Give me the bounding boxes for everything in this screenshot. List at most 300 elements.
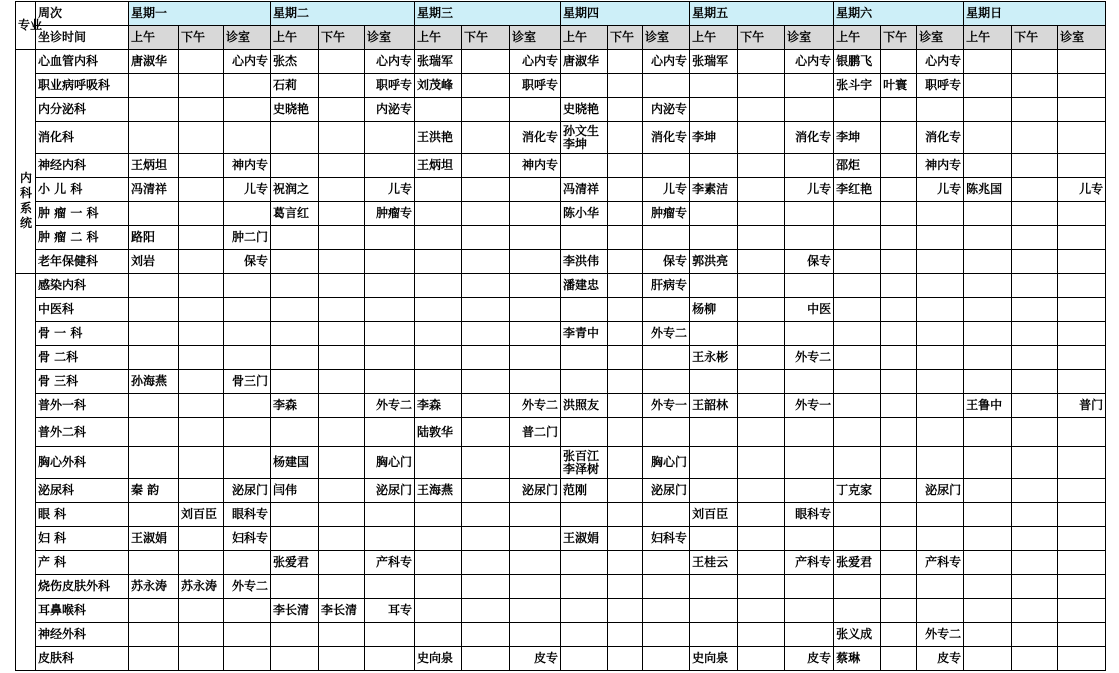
- clinic-room-cell: [785, 623, 834, 647]
- afternoon-doctor-cell: [462, 274, 510, 298]
- morning-doctor-cell: 李坤: [834, 122, 881, 154]
- table-row: [16, 623, 1106, 647]
- clinic-room-cell: 泌尿门: [365, 479, 415, 503]
- morning-doctor-cell: 冯清祥: [129, 178, 179, 202]
- clinic-room-cell: 职呼专: [510, 74, 561, 98]
- morning-doctor-cell: [271, 298, 319, 322]
- afternoon-doctor-cell: [738, 418, 785, 447]
- afternoon-doctor-cell: [881, 226, 917, 250]
- afternoon-doctor-cell: [608, 122, 643, 154]
- morning-doctor-cell: 潘建忠: [561, 274, 608, 298]
- morning-doctor-cell: [129, 122, 179, 154]
- afternoon-doctor-cell: [738, 551, 785, 575]
- clinic-room-cell: 职呼专: [917, 74, 964, 98]
- clinic-room-cell: [1058, 447, 1106, 479]
- department-name: 烧伤皮肤外科: [36, 575, 129, 599]
- morning-doctor-cell: [834, 226, 881, 250]
- morning-doctor-cell: [834, 322, 881, 346]
- clinic-room-cell: 保专: [643, 250, 690, 274]
- slot-header-3-pm: 下午: [462, 26, 510, 50]
- morning-doctor-cell: 唐淑华: [561, 50, 608, 74]
- clinic-time-header: 坐诊时间: [36, 26, 129, 50]
- schedule-body: [16, 50, 1106, 671]
- morning-doctor-cell: [129, 346, 179, 370]
- morning-doctor-cell: [834, 298, 881, 322]
- morning-doctor-cell: [561, 122, 608, 154]
- afternoon-doctor-cell: [1012, 50, 1058, 74]
- afternoon-doctor-cell: [1012, 479, 1058, 503]
- afternoon-doctor-cell: [319, 154, 365, 178]
- morning-doctor-cell: [964, 50, 1012, 74]
- table-row: [16, 447, 1106, 479]
- afternoon-doctor-cell: [179, 394, 224, 418]
- afternoon-doctor-cell: [1012, 154, 1058, 178]
- morning-doctor-cell: 郭洪亮: [690, 250, 738, 274]
- afternoon-doctor-cell: [319, 647, 365, 671]
- table-row: [16, 250, 1106, 274]
- slot-header-3-room: 诊室: [510, 26, 561, 50]
- table-row: [16, 274, 1106, 298]
- afternoon-doctor-cell: [881, 527, 917, 551]
- morning-doctor-cell: [964, 154, 1012, 178]
- morning-doctor-cell: 路阳: [129, 226, 179, 250]
- morning-doctor-cell: 王永彬: [690, 346, 738, 370]
- afternoon-doctor-cell: [319, 479, 365, 503]
- morning-doctor-cell: 范刚: [561, 479, 608, 503]
- morning-doctor-cell: [561, 226, 608, 250]
- afternoon-doctor-cell: [881, 50, 917, 74]
- morning-doctor-cell: 祝润之: [271, 178, 319, 202]
- table-row: [16, 154, 1106, 178]
- afternoon-doctor-cell: [179, 346, 224, 370]
- afternoon-doctor-cell: [1012, 202, 1058, 226]
- clinic-room-cell: 肿二门: [224, 226, 271, 250]
- morning-doctor-cell: 王鲁中: [964, 394, 1012, 418]
- afternoon-doctor-cell: [738, 274, 785, 298]
- clinic-room-cell: 心内专: [785, 50, 834, 74]
- afternoon-doctor-cell: [319, 202, 365, 226]
- clinic-room-cell: [365, 527, 415, 551]
- clinic-room-cell: 儿专: [917, 178, 964, 202]
- afternoon-doctor-cell: [319, 250, 365, 274]
- clinic-room-cell: 泌尿门: [510, 479, 561, 503]
- afternoon-doctor-cell: [319, 503, 365, 527]
- clinic-room-cell: [785, 479, 834, 503]
- clinic-room-cell: [785, 322, 834, 346]
- afternoon-doctor-cell: [738, 575, 785, 599]
- afternoon-doctor-cell: [608, 623, 643, 647]
- clinic-room-cell: [365, 226, 415, 250]
- clinic-room-cell: 泌尿门: [224, 479, 271, 503]
- day-header-4: 星期四: [561, 2, 690, 26]
- morning-doctor-cell: [415, 346, 462, 370]
- clinic-room-cell: 普二门: [510, 418, 561, 447]
- afternoon-doctor-cell: [462, 178, 510, 202]
- clinic-room-cell: [1058, 226, 1106, 250]
- slot-header-6-room: 诊室: [917, 26, 964, 50]
- week-header: 周次: [36, 2, 129, 26]
- clinic-room-cell: 儿专: [365, 178, 415, 202]
- morning-doctor-cell: [415, 274, 462, 298]
- afternoon-doctor-cell: [608, 50, 643, 74]
- table-row: [16, 418, 1106, 447]
- afternoon-doctor-cell: [462, 250, 510, 274]
- morning-doctor-cell: [415, 575, 462, 599]
- morning-doctor-cell: [834, 575, 881, 599]
- morning-doctor-cell: [415, 447, 462, 479]
- clinic-room-cell: [510, 503, 561, 527]
- morning-doctor-cell: 王炳坦: [129, 154, 179, 178]
- clinic-room-cell: [224, 122, 271, 154]
- morning-doctor-cell: [964, 274, 1012, 298]
- morning-doctor-cell: [415, 298, 462, 322]
- clinic-room-cell: [643, 503, 690, 527]
- clinic-room-cell: [1058, 479, 1106, 503]
- afternoon-doctor-cell: 李长清: [319, 599, 365, 623]
- morning-doctor-cell: 陈兆国: [964, 178, 1012, 202]
- slot-header-7-pm: 下午: [1012, 26, 1058, 50]
- slot-header-5-am: 上午: [690, 26, 738, 50]
- afternoon-doctor-cell: 苏永涛: [179, 575, 224, 599]
- afternoon-doctor-cell: [738, 50, 785, 74]
- morning-doctor-cell: [561, 503, 608, 527]
- afternoon-doctor-cell: [462, 623, 510, 647]
- afternoon-doctor-cell: [462, 503, 510, 527]
- slot-header-7-room: 诊室: [1058, 26, 1106, 50]
- clinic-room-cell: [917, 298, 964, 322]
- clinic-room-cell: 胸心门: [365, 447, 415, 479]
- afternoon-doctor-cell: [319, 394, 365, 418]
- afternoon-doctor-cell: [1012, 503, 1058, 527]
- afternoon-doctor-cell: [179, 202, 224, 226]
- clinic-room-cell: [1058, 98, 1106, 122]
- afternoon-doctor-cell: [179, 178, 224, 202]
- afternoon-doctor-cell: [608, 394, 643, 418]
- table-row: [16, 575, 1106, 599]
- afternoon-doctor-cell: [1012, 447, 1058, 479]
- table-row: [16, 503, 1106, 527]
- doctor-name-line: 孙文生: [563, 123, 600, 138]
- afternoon-doctor-cell: [319, 298, 365, 322]
- morning-doctor-cell: [271, 623, 319, 647]
- clinic-room-cell: [510, 98, 561, 122]
- morning-doctor-cell: [690, 418, 738, 447]
- afternoon-doctor-cell: [881, 551, 917, 575]
- afternoon-doctor-cell: [1012, 346, 1058, 370]
- morning-doctor-cell: [561, 575, 608, 599]
- morning-doctor-cell: [964, 447, 1012, 479]
- clinic-room-cell: [1058, 551, 1106, 575]
- clinic-room-cell: 肿瘤专: [365, 202, 415, 226]
- clinic-room-cell: 儿专: [643, 178, 690, 202]
- morning-doctor-cell: [415, 322, 462, 346]
- afternoon-doctor-cell: [462, 447, 510, 479]
- morning-doctor-cell: 蔡琳: [834, 647, 881, 671]
- afternoon-doctor-cell: [608, 527, 643, 551]
- morning-doctor-cell: [415, 599, 462, 623]
- afternoon-doctor-cell: [319, 551, 365, 575]
- morning-doctor-cell: [561, 154, 608, 178]
- afternoon-doctor-cell: [179, 551, 224, 575]
- department-name: 骨 二科: [36, 346, 129, 370]
- afternoon-doctor-cell: [738, 178, 785, 202]
- department-name: 神经外科: [36, 623, 129, 647]
- clinic-room-cell: 外专二: [365, 394, 415, 418]
- clinic-room-cell: 神内专: [224, 154, 271, 178]
- clinic-room-cell: [1058, 250, 1106, 274]
- afternoon-doctor-cell: [881, 250, 917, 274]
- morning-doctor-cell: [964, 370, 1012, 394]
- afternoon-doctor-cell: [738, 298, 785, 322]
- clinic-room-cell: 保专: [224, 250, 271, 274]
- morning-doctor-cell: [271, 250, 319, 274]
- day-header-3: 星期三: [415, 2, 561, 26]
- morning-doctor-cell: [964, 74, 1012, 98]
- afternoon-doctor-cell: [881, 202, 917, 226]
- afternoon-doctor-cell: [738, 74, 785, 98]
- morning-doctor-cell: [690, 322, 738, 346]
- table-row: [16, 74, 1106, 98]
- table-row: [16, 122, 1106, 154]
- morning-doctor-cell: [271, 122, 319, 154]
- morning-doctor-cell: 王海燕: [415, 479, 462, 503]
- clinic-room-cell: [510, 274, 561, 298]
- afternoon-doctor-cell: [738, 647, 785, 671]
- afternoon-doctor-cell: [179, 122, 224, 154]
- afternoon-doctor-cell: [881, 322, 917, 346]
- morning-doctor-cell: 闫伟: [271, 479, 319, 503]
- clinic-room-cell: 消化专: [510, 122, 561, 154]
- clinic-room-cell: [917, 98, 964, 122]
- morning-doctor-cell: [834, 202, 881, 226]
- afternoon-doctor-cell: [881, 154, 917, 178]
- morning-doctor-cell: [271, 154, 319, 178]
- clinic-room-cell: [917, 202, 964, 226]
- clinic-room-cell: [1058, 74, 1106, 98]
- morning-doctor-cell: [129, 503, 179, 527]
- morning-doctor-cell: [964, 551, 1012, 575]
- clinic-room-cell: 外专一: [643, 394, 690, 418]
- clinic-room-cell: [365, 418, 415, 447]
- clinic-room-cell: [643, 346, 690, 370]
- morning-doctor-cell: 李红艳: [834, 178, 881, 202]
- clinic-room-cell: 职呼专: [365, 74, 415, 98]
- morning-doctor-cell: 张爱君: [834, 551, 881, 575]
- morning-doctor-cell: 王洪艳: [415, 122, 462, 154]
- clinic-room-cell: [1058, 298, 1106, 322]
- clinic-room-cell: [365, 503, 415, 527]
- table-row: [16, 202, 1106, 226]
- slot-header-2-pm: 下午: [319, 26, 365, 50]
- clinic-room-cell: [365, 274, 415, 298]
- afternoon-doctor-cell: [1012, 74, 1058, 98]
- clinic-room-cell: [917, 346, 964, 370]
- clinic-room-cell: [917, 226, 964, 250]
- clinic-room-cell: 外专二: [224, 575, 271, 599]
- morning-doctor-cell: [271, 647, 319, 671]
- clinic-room-cell: [510, 298, 561, 322]
- morning-doctor-cell: [964, 418, 1012, 447]
- clinic-room-cell: [1058, 370, 1106, 394]
- morning-doctor-cell: [129, 551, 179, 575]
- morning-doctor-cell: [561, 647, 608, 671]
- morning-doctor-cell: [690, 527, 738, 551]
- afternoon-doctor-cell: [1012, 575, 1058, 599]
- afternoon-doctor-cell: [1012, 250, 1058, 274]
- day-header-5: 星期五: [690, 2, 834, 26]
- clinic-room-cell: [785, 154, 834, 178]
- afternoon-doctor-cell: [608, 447, 643, 479]
- clinic-room-cell: 泌尿门: [917, 479, 964, 503]
- clinic-room-cell: [365, 154, 415, 178]
- afternoon-doctor-cell: [319, 575, 365, 599]
- clinic-room-cell: [224, 202, 271, 226]
- morning-doctor-cell: [561, 599, 608, 623]
- clinic-room-cell: 皮专: [785, 647, 834, 671]
- morning-doctor-cell: [415, 623, 462, 647]
- department-name: 眼 科: [36, 503, 129, 527]
- morning-doctor-cell: [964, 527, 1012, 551]
- afternoon-doctor-cell: [179, 447, 224, 479]
- table-row: [16, 394, 1106, 418]
- afternoon-doctor-cell: [1012, 623, 1058, 647]
- morning-doctor-cell: [415, 202, 462, 226]
- afternoon-doctor-cell: [462, 322, 510, 346]
- clinic-room-cell: [224, 623, 271, 647]
- afternoon-doctor-cell: [319, 178, 365, 202]
- department-name: 妇 科: [36, 527, 129, 551]
- clinic-room-cell: [1058, 274, 1106, 298]
- afternoon-doctor-cell: [1012, 599, 1058, 623]
- morning-doctor-cell: [271, 503, 319, 527]
- morning-doctor-cell: 苏永涛: [129, 575, 179, 599]
- table-row: [16, 551, 1106, 575]
- morning-doctor-cell: 张爱君: [271, 551, 319, 575]
- morning-doctor-cell: 王桂云: [690, 551, 738, 575]
- morning-doctor-cell: 李洪伟: [561, 250, 608, 274]
- department-name: 感染内科: [36, 274, 129, 298]
- clinic-room-cell: [365, 122, 415, 154]
- clinic-room-cell: [224, 551, 271, 575]
- morning-doctor-cell: 杨柳: [690, 298, 738, 322]
- morning-doctor-cell: [964, 322, 1012, 346]
- afternoon-doctor-cell: [179, 647, 224, 671]
- morning-doctor-cell: [964, 122, 1012, 154]
- day-header-2: 星期二: [271, 2, 415, 26]
- clinic-room-cell: 普门: [1058, 394, 1106, 418]
- afternoon-doctor-cell: [1012, 122, 1058, 154]
- afternoon-doctor-cell: [179, 98, 224, 122]
- afternoon-doctor-cell: [738, 479, 785, 503]
- afternoon-doctor-cell: [319, 418, 365, 447]
- clinic-room-cell: [785, 599, 834, 623]
- clinic-room-cell: [917, 322, 964, 346]
- afternoon-doctor-cell: [1012, 322, 1058, 346]
- morning-doctor-cell: [271, 418, 319, 447]
- clinic-room-cell: [365, 370, 415, 394]
- afternoon-doctor-cell: [319, 74, 365, 98]
- department-name: 职业病呼吸科: [36, 74, 129, 98]
- afternoon-doctor-cell: [179, 623, 224, 647]
- clinic-room-cell: [510, 370, 561, 394]
- afternoon-doctor-cell: [462, 394, 510, 418]
- clinic-room-cell: 心内专: [224, 50, 271, 74]
- morning-doctor-cell: [834, 250, 881, 274]
- afternoon-doctor-cell: [881, 418, 917, 447]
- department-name: 骨 三科: [36, 370, 129, 394]
- clinic-room-cell: [510, 178, 561, 202]
- afternoon-doctor-cell: [881, 178, 917, 202]
- afternoon-doctor-cell: [1012, 370, 1058, 394]
- table-row: [16, 50, 1106, 74]
- clinic-room-cell: [510, 551, 561, 575]
- morning-doctor-cell: [129, 623, 179, 647]
- afternoon-doctor-cell: [738, 122, 785, 154]
- afternoon-doctor-cell: [608, 418, 643, 447]
- department-name: 肿 瘤 一 科: [36, 202, 129, 226]
- clinic-room-cell: 中医: [785, 298, 834, 322]
- morning-doctor-cell: 李坤: [690, 122, 738, 154]
- morning-doctor-cell: [561, 346, 608, 370]
- morning-doctor-cell: [834, 447, 881, 479]
- clinic-room-cell: [917, 370, 964, 394]
- morning-doctor-cell: [834, 599, 881, 623]
- clinic-room-cell: [365, 623, 415, 647]
- morning-doctor-cell: [415, 503, 462, 527]
- afternoon-doctor-cell: [462, 122, 510, 154]
- clinic-room-cell: [1058, 599, 1106, 623]
- clinic-room-cell: 外专二: [643, 322, 690, 346]
- clinic-room-cell: [643, 623, 690, 647]
- afternoon-doctor-cell: [319, 122, 365, 154]
- clinic-room-cell: [510, 575, 561, 599]
- department-name: 心血管内科: [36, 50, 129, 74]
- morning-doctor-cell: [834, 394, 881, 418]
- morning-doctor-cell: [964, 98, 1012, 122]
- clinic-room-cell: [224, 418, 271, 447]
- afternoon-doctor-cell: [881, 575, 917, 599]
- morning-doctor-cell: [834, 503, 881, 527]
- clinic-room-cell: [917, 575, 964, 599]
- clinic-room-cell: 泌尿门: [643, 479, 690, 503]
- clinic-room-cell: [365, 346, 415, 370]
- clinic-room-cell: 产科专: [785, 551, 834, 575]
- category-cell: [16, 50, 36, 274]
- afternoon-doctor-cell: [608, 575, 643, 599]
- afternoon-doctor-cell: [738, 527, 785, 551]
- morning-doctor-cell: [690, 623, 738, 647]
- clinic-room-cell: 儿专: [224, 178, 271, 202]
- clinic-room-cell: [917, 394, 964, 418]
- table-row: [16, 370, 1106, 394]
- clinic-room-cell: [643, 226, 690, 250]
- afternoon-doctor-cell: [738, 250, 785, 274]
- clinic-room-cell: 心内专: [917, 50, 964, 74]
- morning-doctor-cell: [415, 527, 462, 551]
- afternoon-doctor-cell: [1012, 647, 1058, 671]
- morning-doctor-cell: 王淑娟: [561, 527, 608, 551]
- morning-doctor-cell: [129, 447, 179, 479]
- clinic-room-cell: [785, 575, 834, 599]
- afternoon-doctor-cell: [881, 298, 917, 322]
- afternoon-doctor-cell: [319, 370, 365, 394]
- clinic-room-cell: [224, 346, 271, 370]
- morning-doctor-cell: [129, 322, 179, 346]
- morning-doctor-cell: [964, 599, 1012, 623]
- morning-doctor-cell: [129, 298, 179, 322]
- afternoon-doctor-cell: [738, 623, 785, 647]
- afternoon-doctor-cell: [462, 370, 510, 394]
